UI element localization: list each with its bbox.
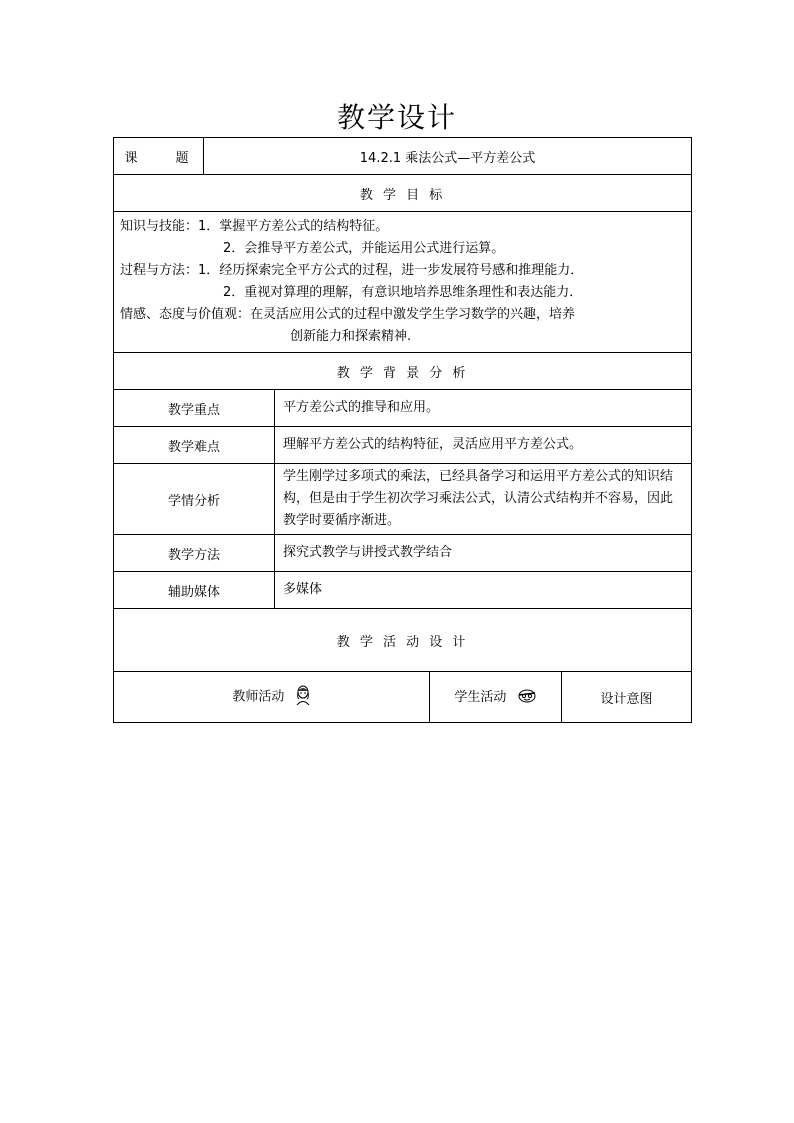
activity-header-row <box>114 672 692 723</box>
table-row <box>114 535 692 572</box>
course-value: 14.2.1 乘法公式—平方差公式 <box>204 138 692 175</box>
table-row <box>114 572 692 609</box>
student-activity-header <box>430 672 562 723</box>
course-row <box>114 138 692 175</box>
row-value-method: 探究式教学与讲授式教学结合 <box>275 535 692 572</box>
row-label-method: 教学方法 <box>114 535 275 572</box>
emotion-1: 在灵活应用公式的过程中激发学生学习数学的兴趣，培养 <box>250 307 576 322</box>
table-row <box>114 427 692 464</box>
background-heading: 教 学 背 景 分 析 <box>114 353 692 390</box>
row-label-focus: 教学重点 <box>114 390 275 427</box>
student-icon <box>517 688 537 708</box>
objectives-body <box>114 212 692 353</box>
table-row <box>114 390 692 427</box>
knowledge-1: 1．掌握平方差公式的结构特征。 <box>198 219 389 234</box>
teacher-icon <box>295 685 311 709</box>
lesson-plan-table <box>113 137 692 723</box>
process-1: 1．经历探索完全平方公式的过程，进一步发展符号感和推理能力． <box>198 263 584 278</box>
row-value-focus: 平方差公式的推导和应用。 <box>275 390 692 427</box>
design-intent-header: 设计意图 <box>562 672 692 723</box>
activity-heading: 教 学 活 动 设 计 <box>114 609 692 672</box>
process-2: 2．重视对算理的理解，有意识地培养思维条理性和表达能力． <box>223 285 583 300</box>
table-row <box>114 464 692 535</box>
objectives-heading: 教 学 目 标 <box>114 175 692 212</box>
row-label-media: 辅助媒体 <box>114 572 275 609</box>
emotion-2: 创新能力和探索精神. <box>290 329 412 344</box>
knowledge-2: 2．会推导平方差公式，并能运用公式进行运算。 <box>223 241 505 256</box>
process-label: 过程与方法： <box>120 263 199 278</box>
row-value-media: 多媒体 <box>275 572 692 609</box>
course-label: 课 题 <box>114 138 204 175</box>
row-label-difficulty: 教学难点 <box>114 427 275 464</box>
knowledge-label: 知识与技能： <box>120 219 199 234</box>
row-value-student-analysis: 学生刚学过多项式的乘法，已经具备学习和运用平方差公式的知识结构，但是由于学生初次学习乘法公式，认清公式结构并不容易，因此教学时要循序渐进。 <box>275 464 692 535</box>
teacher-activity-header <box>114 672 430 723</box>
student-activity-label: 学生活动 <box>454 690 507 706</box>
teacher-activity-label: 教师活动 <box>232 689 285 705</box>
row-value-difficulty: 理解平方差公式的结构特征，灵活应用平方差公式。 <box>275 427 692 464</box>
emotion-label: 情感、态度与价值观： <box>120 307 251 322</box>
page-title: 教学设计 <box>336 101 457 134</box>
row-label-student-analysis: 学情分析 <box>114 464 275 535</box>
